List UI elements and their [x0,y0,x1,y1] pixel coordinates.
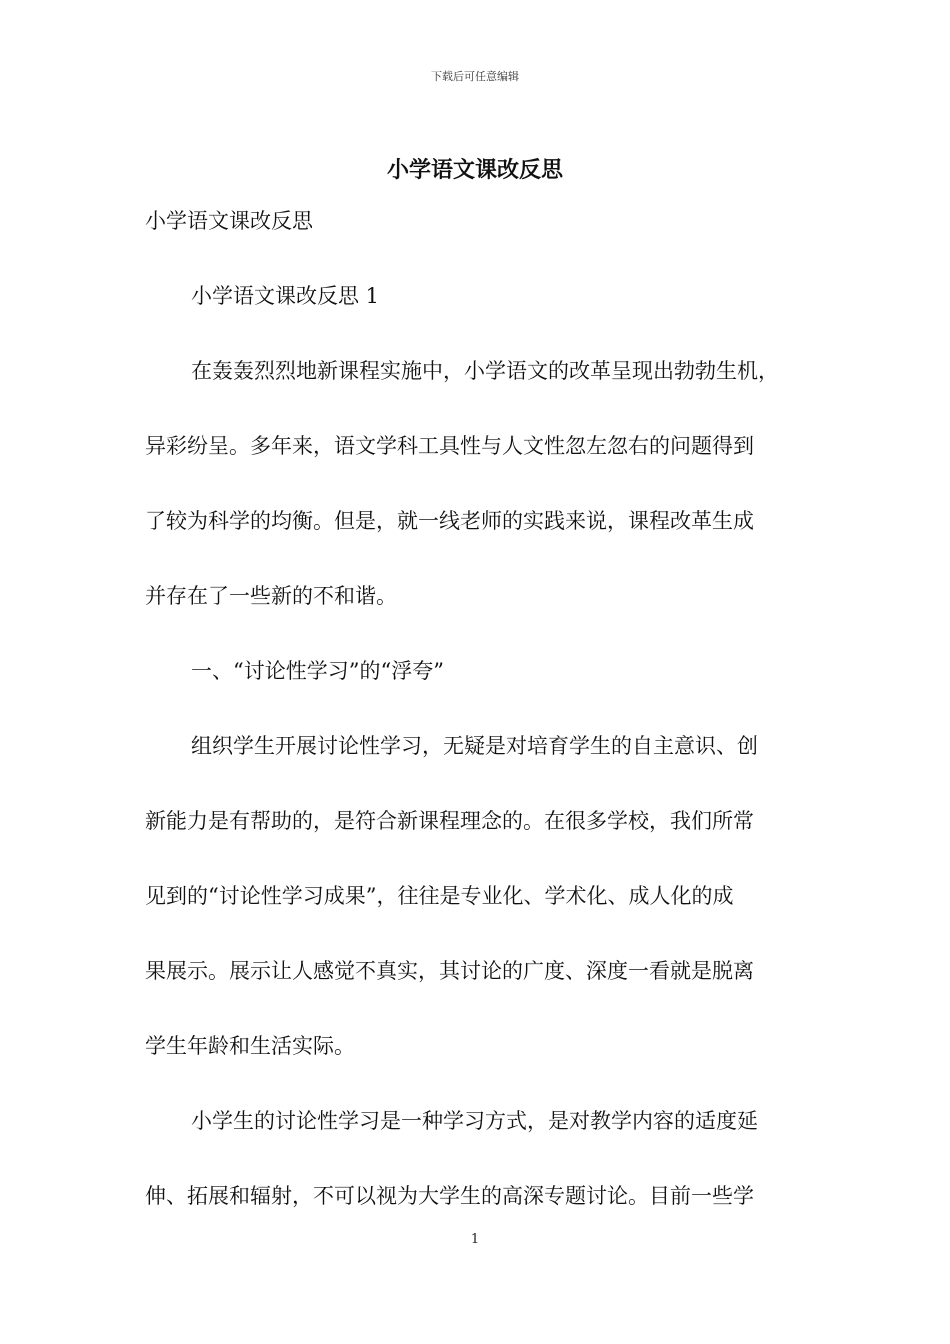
body-line: 了较为科学的均衡。但是，就一线老师的实践来说，课程改革生成 [145,509,754,533]
body-line: 并存在了一些新的不和谐。 [145,584,397,608]
body-line: 小学语文课改反思 [145,209,313,233]
body-line: 在轰轰烈烈地新课程实施中，小学语文的改革呈现出勃勃生机， [191,359,779,383]
body-line: 一、“讨论性学习”的“浮夸” [191,659,444,683]
header-note: 下载后可任意编辑 [431,70,519,83]
body-line: 小学语文课改反思 1 [191,284,380,308]
page-number: 1 [470,1232,480,1247]
document-title: 小学语文课改反思 [386,157,563,183]
body-line: 伸、拓展和辐射，不可以视为大学生的高深专题讨论。目前一些学 [145,1184,754,1208]
body-line: 新能力是有帮助的，是符合新课程理念的。在很多学校，我们所常 [145,809,754,833]
body-line: 果展示。展示让人感觉不真实，其讨论的广度、深度一看就是脱离 [145,959,754,983]
document-body [145,203,810,1253]
body-line: 组织学生开展讨论性学习，无疑是对培育学生的自主意识、创 [191,734,758,758]
body-line: 学生年龄和生活实际。 [145,1034,355,1058]
body-line: 异彩纷呈。多年来，语文学科工具性与人文性忽左忽右的问题得到 [145,434,754,458]
body-line: 见到的“讨论性学习成果”，往往是专业化、学术化、成人化的成 [145,884,734,908]
body-line: 小学生的讨论性学习是一种学习方式，是对教学内容的适度延 [191,1109,758,1133]
